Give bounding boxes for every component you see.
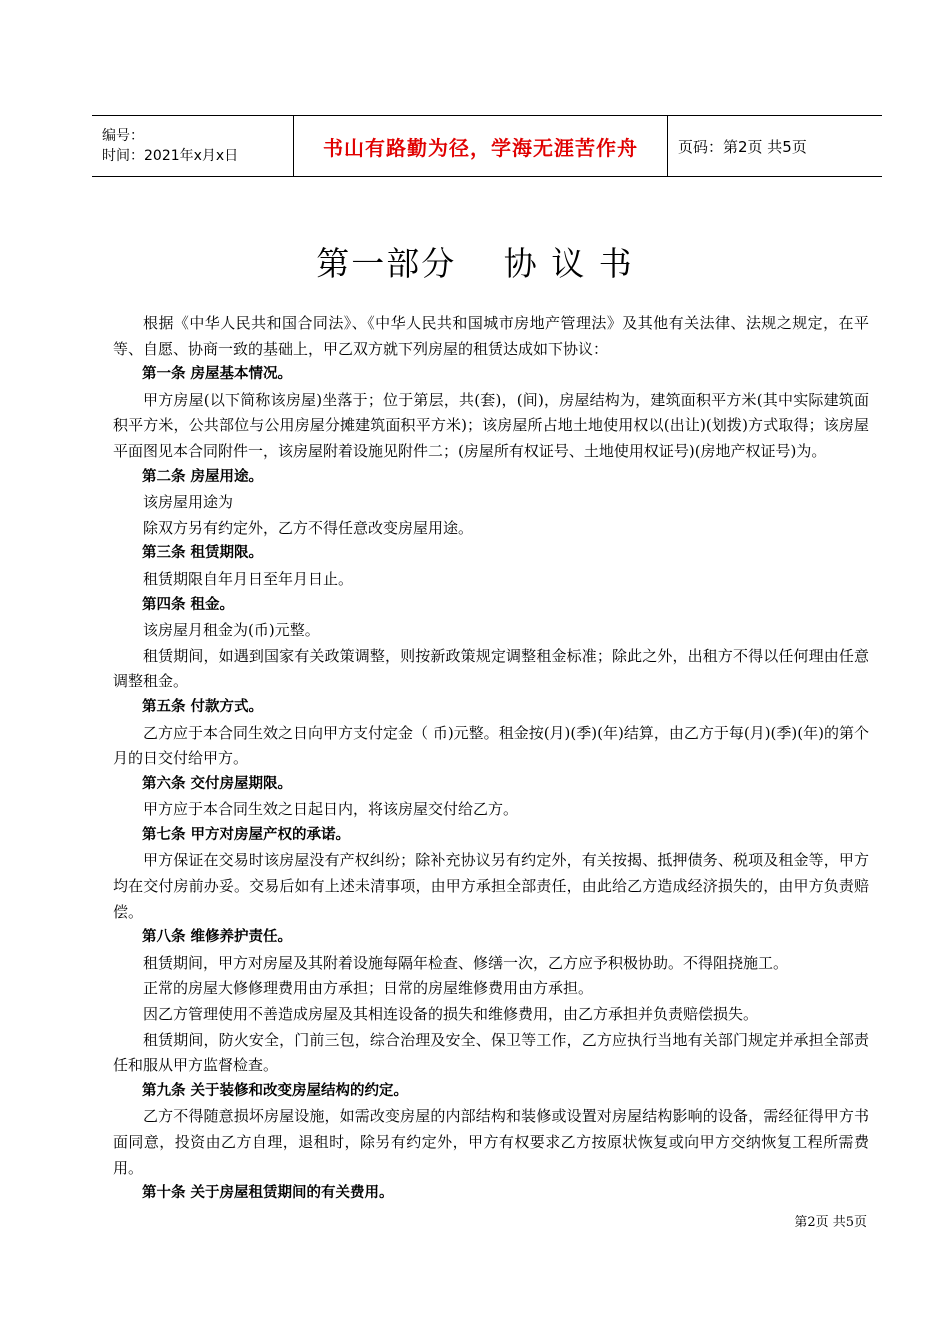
body-paragraph: 该房屋用途为 xyxy=(143,493,234,512)
body-paragraph: 乙方应于本合同生效之日向甲方支付定金（ 币)元整。租金按(月)(季)(年)结算，由乙方于每(月)(季)(年)的第个月的日交付给甲方。 xyxy=(113,723,869,768)
page-header xyxy=(92,115,882,177)
document-body xyxy=(113,311,869,1207)
article-heading: 第五条 付款方式。 xyxy=(142,698,264,715)
header-page-cell xyxy=(668,116,882,176)
body-paragraph: 根据《中华人民共和国合同法》、《中华人民共和国城市房地产管理法》及其他有关法律、法规之规定，在平等、自愿、协商一致的基础上，甲乙双方就下列房屋的租赁达成如下协议： xyxy=(113,314,869,358)
article-heading: 第四条 租金。 xyxy=(142,596,235,613)
article-heading: 第九条 关于装修和改变房屋结构的约定。 xyxy=(142,1082,409,1099)
body-paragraph: 租赁期限自年月日至年月日止。 xyxy=(143,569,354,588)
article-heading: 第十条 关于房屋租赁期间的有关费用。 xyxy=(142,1185,394,1202)
page-label: 页码：第2页 共5页 xyxy=(678,137,807,156)
article-heading: 第六条 交付房屋期限。 xyxy=(142,775,293,792)
body-paragraph: 租赁期间，甲方对房屋及其附着设施每隔年检查、修缮一次，乙方应予积极协助。不得阻挠施工。 xyxy=(143,953,789,972)
header-meta xyxy=(92,116,294,176)
article-heading: 第二条 房屋用途。 xyxy=(142,468,264,485)
article-heading: 第七条 甲方对房屋产权的承诺。 xyxy=(142,826,351,843)
body-paragraph: 乙方不得随意损坏房屋设施，如需改变房屋的内部结构和装修或设置对房屋结构影响的设备，需经征得甲方书面同意，投资由乙方自理，退租时，除另有约定外，甲方有权要求乙方按原状恢复或向甲方交纳恢复工程所需费用。 xyxy=(113,1107,869,1177)
number-label: 编号： xyxy=(102,128,144,144)
page-footer: 第2页 共5页 xyxy=(794,1215,867,1230)
body-paragraph: 甲方应于本合同生效之日起日内，将该房屋交付给乙方。 xyxy=(143,800,519,819)
header-motto-cell xyxy=(294,116,668,176)
motto: 书山有路勤为径，学海无涯苦作舟 xyxy=(323,135,638,160)
body-paragraph: 正常的房屋大修修理费用由方承担；日常的房屋维修费用由方承担。 xyxy=(143,979,594,998)
body-paragraph: 甲方房屋(以下简称该房屋)坐落于；位于第层，共(套)，(间)，房屋结构为，建筑面积平方米(其中实际建筑面积平方米，公共部位与公用房屋分摊建筑面积平方米)；该房屋所占地土地使用权以(出让)(划拨)方式取得；该房屋平面图见本合同附件一，该房屋附着设施见附件二；(房屋所有权证号、土地使用权证号)(房地产权证号)为。 xyxy=(113,390,869,460)
body-paragraph: 租赁期间，如遇到国家有关政策调整，则按新政策规定调整租金标准；除此之外，出租方不得以任何理由任意调整租金。 xyxy=(113,646,869,691)
document-title-text: 第一部分 协 议 书 xyxy=(316,244,634,283)
body-paragraph: 该房屋月租金为(币)元整。 xyxy=(143,621,320,640)
body-paragraph: 除双方另有约定外，乙方不得任意改变房屋用途。 xyxy=(143,518,474,537)
article-heading: 第八条 维修养护责任。 xyxy=(142,929,293,946)
article-heading: 第三条 租赁期限。 xyxy=(142,545,264,562)
article-heading: 第一条 房屋基本情况。 xyxy=(142,366,293,383)
body-paragraph: 因乙方管理使用不善造成房屋及其相连设备的损失和维修费用，由乙方承担并负责赔偿损失。 xyxy=(143,1005,759,1024)
body-paragraph: 租赁期间，防火安全，门前三包，综合治理及安全、保卫等工作，乙方应执行当地有关部门规定并承担全部责任和服从甲方监督检查。 xyxy=(113,1030,869,1075)
time-label: 时间：2021年x月x日 xyxy=(102,148,239,164)
document-title xyxy=(0,238,950,285)
body-paragraph: 甲方保证在交易时该房屋没有产权纠纷；除补充协议另有约定外，有关按揭、抵押债务、税项及租金等，甲方均在交付房前办妥。交易后如有上述未清事项，由甲方承担全部责任，由此给乙方造成经济损失的，由甲方负责赔偿。 xyxy=(113,851,869,921)
